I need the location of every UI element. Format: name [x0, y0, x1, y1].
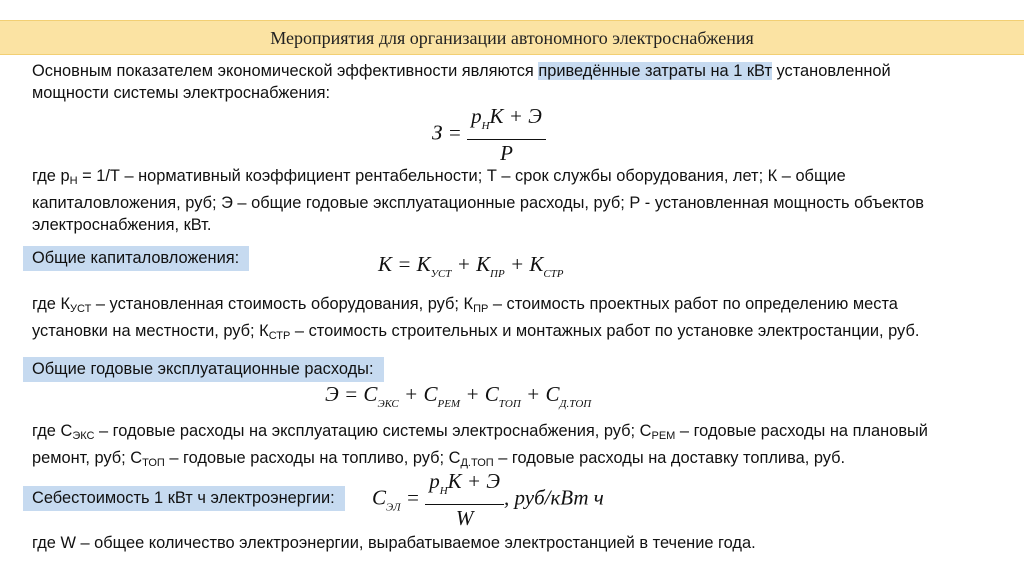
formula1-num-p-sub: Н: [481, 120, 490, 132]
capital-formula-sub-3: СТР: [543, 268, 564, 280]
where1-sub: Н: [69, 175, 78, 187]
where1-text-a: где р: [32, 167, 70, 185]
where1-line-2: капиталовложения, руб; Э – общие годовые эксплуатационные расходы, руб; Р - установленная мощность объектов: [32, 194, 924, 212]
operating-where-d: ремонт, руб; С: [32, 449, 143, 467]
where-paragraph-1: [32, 165, 924, 236]
operating-header: Общие годовые эксплуатационные расходы:: [23, 357, 384, 382]
capital-where-a-sub: УСТ: [70, 303, 92, 315]
cost-formula-unit: , руб/кВт ч: [504, 485, 604, 510]
cost-formula-num-p: p: [429, 469, 440, 493]
formula-cost: [372, 468, 604, 531]
capital-where-a: где К: [32, 295, 71, 313]
formula1-lhs: З =: [432, 120, 462, 145]
operating-formula-term-4: + С: [520, 382, 560, 406]
capital-where-b: – установленная стоимость оборудования, руб; К: [91, 295, 474, 313]
where1-text-b: = 1/Т – нормативный коэффициент рентабельности; Т – срок службы оборудования, лет; К – общие: [77, 167, 846, 185]
operating-formula-sub-1: ЭКС: [377, 398, 399, 410]
cost-formula-lhs: С: [372, 485, 387, 510]
where1-line-3: электроснабжения, кВт.: [32, 216, 212, 234]
formula1-num-p: p: [471, 104, 482, 128]
title-bar: [0, 20, 1024, 55]
operating-where-f: – годовые расходы на доставку топлива, руб.: [493, 449, 846, 467]
capital-where-c: – стоимость проектных работ по определению места: [488, 295, 898, 313]
formula1-fraction: [467, 103, 546, 166]
intro-line-2: мощности системы электроснабжения:: [32, 84, 331, 102]
formula-specific-costs: [432, 103, 546, 166]
capital-formula-sub-1: УСТ: [430, 268, 452, 280]
intro-text-1: Основным показателем экономической эффективности являются: [32, 62, 539, 80]
operating-where-b-sub: РЕМ: [651, 430, 676, 442]
operating-where-b: – годовые расходы на эксплуатацию системы электроснабжения, руб; С: [94, 422, 652, 440]
cost-header: Себестоимость 1 кВт ч электроэнергии:: [23, 486, 345, 511]
capital-formula-sub-2: ПР: [490, 268, 505, 280]
operating-where-d-sub: ТОП: [142, 457, 165, 469]
intro-paragraph: [32, 60, 891, 104]
capital-header: Общие капиталовложения:: [23, 246, 249, 271]
capital-where-d: установки на местности, руб; К: [32, 322, 269, 340]
cost-formula-num-p-sub: Н: [439, 485, 448, 497]
formula1-den: P: [500, 141, 513, 165]
formula1-num-rest: К + Э: [489, 104, 542, 128]
intro-highlight: приведённые затраты на 1 кВт: [538, 62, 772, 80]
capital-where-paragraph: [32, 293, 919, 347]
operating-formula-lhs: Э = С: [325, 382, 378, 406]
cost-formula-den: W: [455, 506, 474, 530]
capital-where-d-sub: СТР: [268, 330, 291, 342]
capital-where-e: – стоимость строительных и монтажных работ по установке электростанции, руб.: [290, 322, 920, 340]
operating-formula-term-2: + С: [398, 382, 438, 406]
operating-formula-term-3: + С: [460, 382, 499, 406]
operating-where-paragraph: [32, 420, 928, 474]
cost-formula-num-rest: К + Э: [447, 469, 501, 493]
operating-formula-sub-4: Д.ТОП: [559, 398, 592, 410]
cost-where-paragraph: где W – общее количество электроэнергии, вырабатываемое электростанцией в течение года.: [32, 534, 756, 552]
operating-where-e-sub: Д.ТОП: [460, 457, 494, 469]
intro-text-2: установленной: [771, 62, 891, 80]
formula-capital: [378, 252, 564, 280]
operating-where-a: где С: [32, 422, 73, 440]
capital-formula-term-3: + К: [504, 252, 544, 276]
capital-formula-term-2: + К: [451, 252, 491, 276]
page-title: Мероприятия для организации автономного электроснабжения: [270, 28, 754, 48]
cost-formula-fraction: [425, 468, 504, 531]
cost-formula-lhs-sub: ЭЛ: [386, 501, 401, 514]
operating-formula-sub-2: РЕМ: [437, 398, 461, 410]
operating-where-c: – годовые расходы на плановый: [675, 422, 928, 440]
capital-where-b-sub: ПР: [473, 303, 489, 315]
formula-operating: [325, 382, 591, 410]
operating-where-a-sub: ЭКС: [72, 430, 95, 442]
operating-where-e: – годовые расходы на топливо, руб; С: [164, 449, 461, 467]
operating-formula-sub-3: ТОП: [498, 398, 521, 410]
capital-formula-lhs: К = К: [378, 252, 431, 276]
cost-formula-eq: =: [400, 485, 420, 510]
